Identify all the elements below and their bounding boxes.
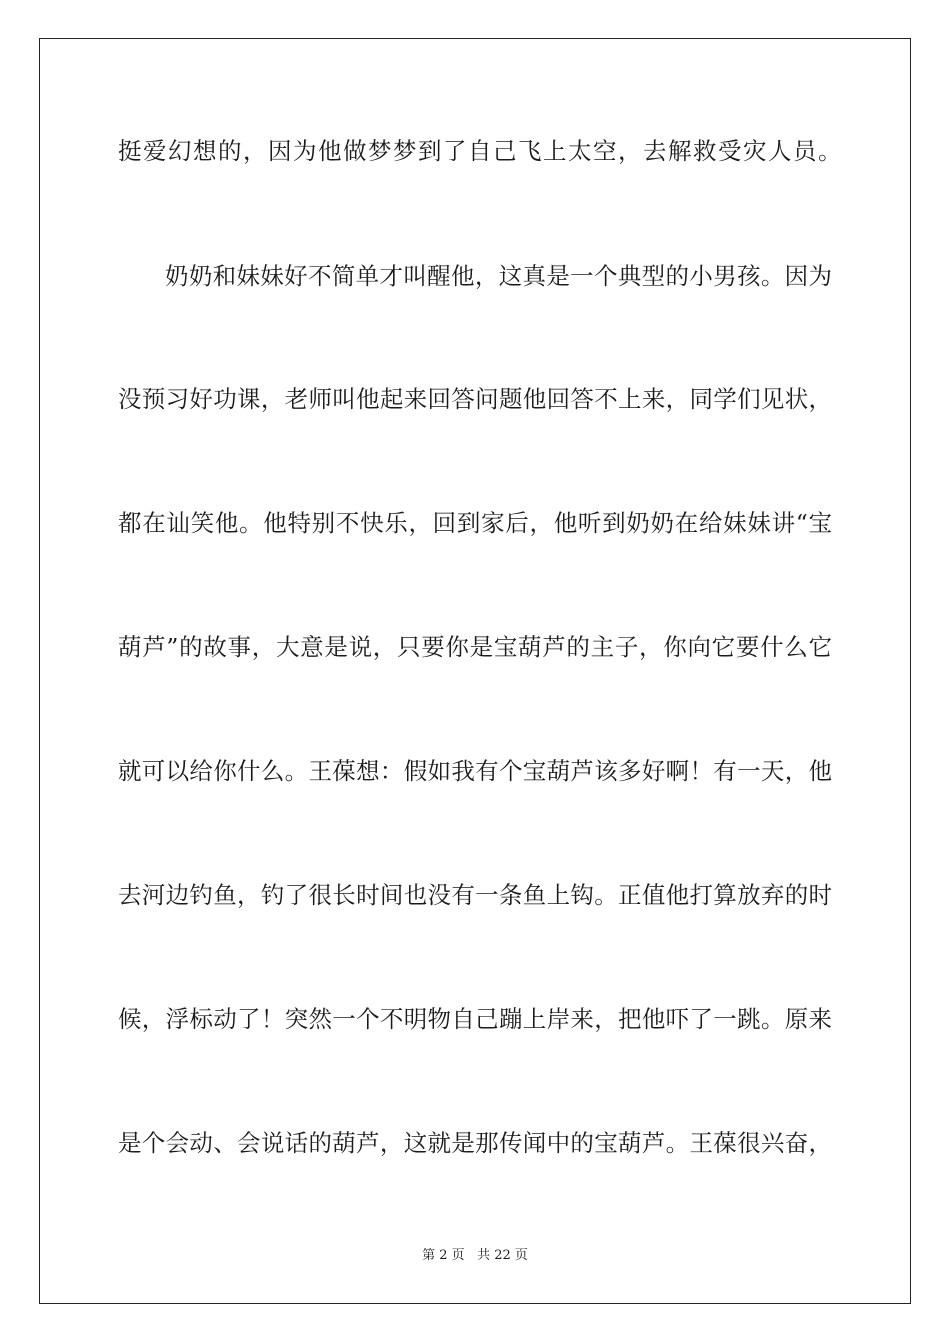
paragraph-line: 是个会动、会说话的葫芦，这就是那传闻中的宝葫芦。王葆很兴奋， bbox=[118, 1129, 832, 1157]
paragraph-line: 就可以给你什么。王葆想：假如我有个宝葫芦该多好啊！有一天，他 bbox=[118, 757, 832, 785]
page-total: 共 22 页 bbox=[477, 1248, 528, 1263]
paragraph-line: 奶奶和妹妹好不简单才叫醒他，这真是一个典型的小男孩。因为 bbox=[165, 262, 832, 290]
page-number: 第 2 页 bbox=[422, 1248, 465, 1263]
page-border bbox=[39, 38, 911, 1304]
paragraph-line: 葫芦”的故事，大意是说，只要你是宝葫芦的主子，你向它要什么它 bbox=[118, 633, 832, 661]
paragraph-line: 没预习好功课，老师叫他起来回答问题他回答不上来，同学们见状， bbox=[118, 385, 832, 413]
paragraph-line: 候，浮标动了！突然一个不明物自己蹦上岸来，把他吓了一跳。原来 bbox=[118, 1005, 832, 1033]
page-footer bbox=[0, 1244, 950, 1263]
paragraph-line: 挺爱幻想的，因为他做梦梦到了自己飞上太空，去解救受灾人员。 bbox=[118, 137, 843, 165]
paragraph-line: 都在讪笑他。他特别不快乐，回到家后，他听到奶奶在给妹妹讲“宝 bbox=[118, 509, 832, 537]
paragraph-line: 去河边钓鱼，钓了很长时间也没有一条鱼上钩。正值他打算放弃的时 bbox=[118, 881, 832, 909]
